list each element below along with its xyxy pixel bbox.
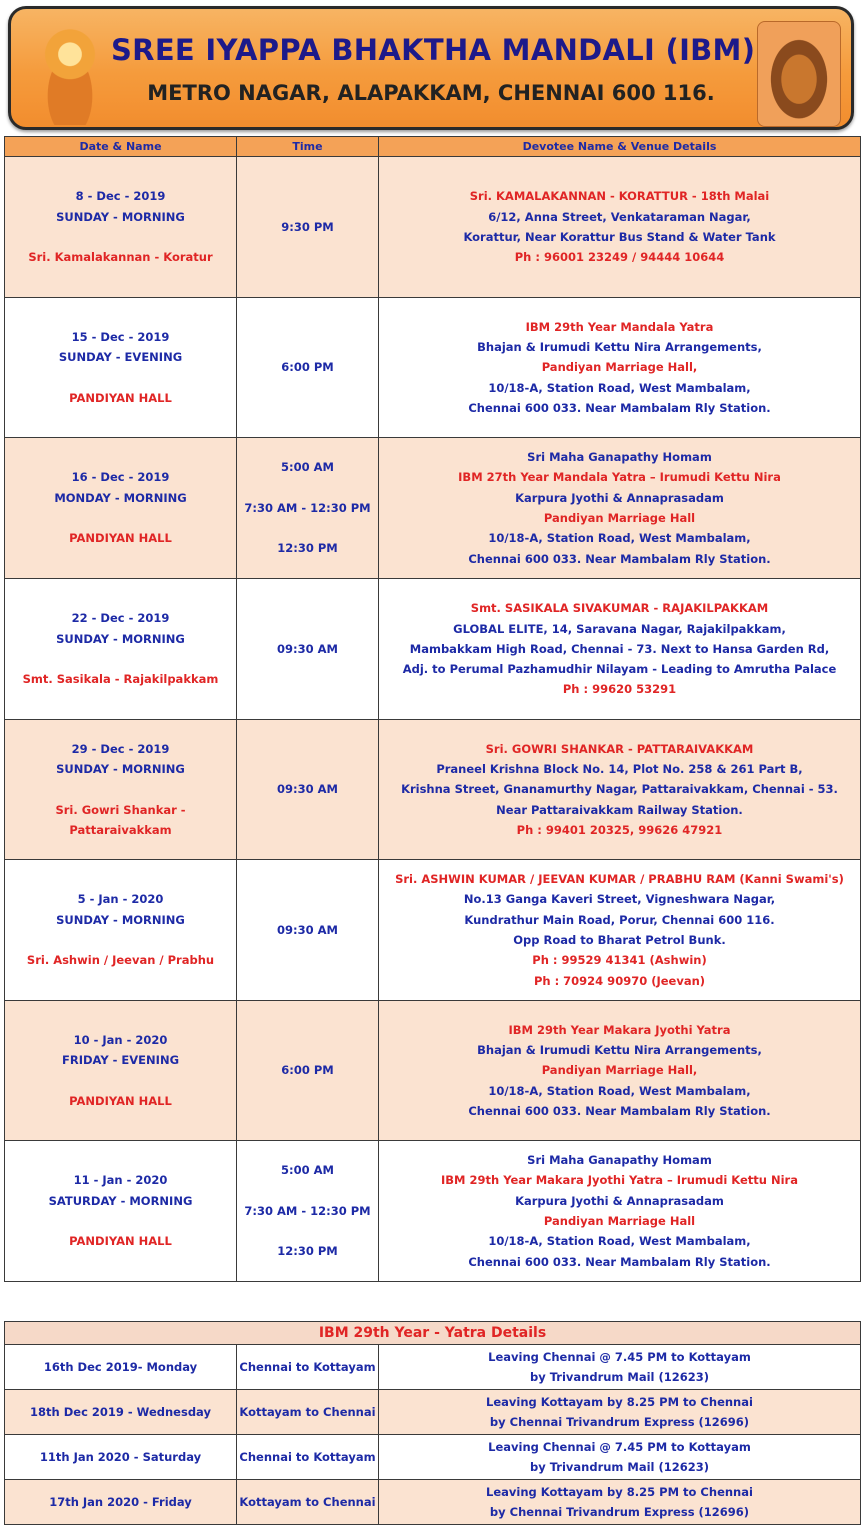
- venue-line: Ph : 99529 41341 (Ashwin): [532, 953, 707, 968]
- event-session: SUNDAY - MORNING: [56, 762, 185, 777]
- venue-line: 10/18-A, Station Road, West Mambalam,: [488, 380, 751, 395]
- venue-line: GLOBAL ELITE, 14, Saravana Nagar, Rajakilpakkam,: [453, 621, 786, 636]
- ganapathy-image: [757, 21, 841, 127]
- venue-line: Opp Road to Bharat Petrol Bunk.: [513, 933, 726, 947]
- time-cell: [237, 720, 379, 860]
- schedule-row: [5, 1141, 861, 1282]
- yatra-route: Kottayam to Chennai: [237, 1480, 379, 1525]
- yatra-details: [379, 1480, 861, 1525]
- date-cell: [5, 157, 237, 298]
- event-date: 22 - Dec - 2019: [71, 611, 170, 626]
- event-time: 09:30 AM: [277, 922, 338, 937]
- date-cell: [5, 720, 237, 860]
- venue-line: Sri Maha Ganapathy Homam: [527, 1153, 712, 1168]
- venue-line: IBM 27th Year Mandala Yatra – Irumudi Kettu Nira: [458, 470, 781, 485]
- event-time: 12:30 PM: [277, 541, 338, 556]
- header-banner: [8, 6, 854, 130]
- page-title: SREE IYAPPA BHAKTHA MANDALI (IBM): [111, 33, 756, 67]
- time-cell: [237, 579, 379, 720]
- venue-cell: [379, 438, 861, 579]
- event-time: 12:30 PM: [277, 1244, 338, 1259]
- event-host: PANDIYAN HALL: [69, 1234, 172, 1249]
- venue-line: Chennai 600 033. Near Mambalam Rly Station.: [468, 1103, 771, 1118]
- venue-cell: [379, 860, 861, 1001]
- event-host: PANDIYAN HALL: [69, 390, 172, 405]
- venue-line: Pandiyan Marriage Hall,: [541, 360, 698, 375]
- schedule-table: [4, 136, 861, 1282]
- event-date: 16 - Dec - 2019: [71, 470, 170, 485]
- venue-line: Karpura Jyothi & Annaprasadam: [515, 490, 724, 505]
- event-host-line2: Pattaraivakkam: [69, 822, 172, 837]
- venue-line: Ph : 96001 23249 / 94444 10644: [514, 250, 725, 265]
- yatra-detail-line: Leaving Kottayam by 8.25 PM to Chennai: [486, 1395, 753, 1409]
- event-date: 11 - Jan - 2020: [73, 1173, 168, 1188]
- event-date: 8 - Dec - 2019: [75, 189, 166, 204]
- event-session: SUNDAY - EVENING: [58, 350, 183, 365]
- yatra-detail-line: Leaving Kottayam by 8.25 PM to Chennai: [486, 1485, 753, 1499]
- venue-line: Praneel Krishna Block No. 14, Plot No. 258 & 261 Part B,: [436, 762, 803, 777]
- schedule-row: [5, 860, 861, 1001]
- time-cell: [237, 1141, 379, 1282]
- event-date: 29 - Dec - 2019: [71, 741, 170, 756]
- event-date: 5 - Jan - 2020: [77, 892, 164, 907]
- venue-line: Sri Maha Ganapathy Homam: [527, 450, 712, 465]
- venue-line: Pandiyan Marriage Hall: [543, 1214, 696, 1228]
- venue-line: Bhajan & Irumudi Kettu Nira Arrangements,: [477, 340, 762, 355]
- yatra-date: 17th Jan 2020 - Friday: [5, 1480, 237, 1525]
- yatra-date: 16th Dec 2019- Monday: [5, 1345, 237, 1390]
- venue-line: 10/18-A, Station Road, West Mambalam,: [488, 1083, 751, 1098]
- event-host: Sri. Gowri Shankar -: [55, 802, 186, 817]
- schedule-row: [5, 1001, 861, 1141]
- venue-line: 6/12, Anna Street, Venkataraman Nagar,: [488, 209, 751, 224]
- schedule-row: [5, 720, 861, 860]
- event-session: SATURDAY - MORNING: [48, 1193, 193, 1208]
- venue-cell: [379, 720, 861, 860]
- column-header-time: Time: [237, 137, 379, 157]
- venue-line: Chennai 600 033. Near Mambalam Rly Station.: [468, 551, 771, 566]
- schedule-row: [5, 579, 861, 720]
- venue-cell: [379, 1001, 861, 1141]
- column-header-details: Devotee Name & Venue Details: [379, 137, 861, 157]
- time-cell: [237, 298, 379, 438]
- yatra-route: Kottayam to Chennai: [237, 1390, 379, 1435]
- ayyappa-image: [29, 21, 111, 125]
- yatra-detail-line: by Chennai Trivandrum Express (12696): [489, 1505, 750, 1519]
- venue-line: Ph : 99620 53291: [562, 682, 677, 697]
- venue-cell: [379, 1141, 861, 1282]
- event-host: PANDIYAN HALL: [69, 531, 172, 546]
- event-time: 5:00 AM: [281, 460, 334, 475]
- date-cell: [5, 1141, 237, 1282]
- venue-line: Korattur, Near Korattur Bus Stand & Water Tank: [463, 230, 776, 244]
- venue-line: Pandiyan Marriage Hall: [543, 511, 696, 525]
- event-time: 6:00 PM: [281, 1063, 334, 1078]
- yatra-date: 11th Jan 2020 - Saturday: [5, 1435, 237, 1480]
- venue-line: Karpura Jyothi & Annaprasadam: [515, 1193, 724, 1208]
- venue-line: Near Pattaraivakkam Railway Station.: [496, 802, 743, 817]
- yatra-detail-line: by Trivandrum Mail (12623): [529, 1460, 710, 1474]
- venue-cell: [379, 298, 861, 438]
- event-session: MONDAY - MORNING: [54, 490, 187, 505]
- venue-cell: [379, 157, 861, 298]
- venue-line: IBM 29th Year Mandala Yatra: [525, 319, 714, 334]
- yatra-detail-line: by Chennai Trivandrum Express (12696): [489, 1415, 750, 1429]
- venue-line: Pandiyan Marriage Hall,: [541, 1063, 698, 1078]
- yatra-details: [379, 1345, 861, 1390]
- event-time: 09:30 AM: [277, 782, 338, 797]
- schedule-row: [5, 298, 861, 438]
- event-host: Sri. Kamalakannan - Koratur: [28, 250, 213, 265]
- venue-line: 10/18-A, Station Road, West Mambalam,: [488, 531, 751, 546]
- venue-line: Bhajan & Irumudi Kettu Nira Arrangements,: [477, 1043, 762, 1058]
- column-header-date: Date & Name: [5, 137, 237, 157]
- venue-cell: [379, 579, 861, 720]
- yatra-details: [379, 1435, 861, 1480]
- yatra-details: [379, 1390, 861, 1435]
- time-cell: [237, 1001, 379, 1141]
- venue-line: Chennai 600 033. Near Mambalam Rly Station.: [468, 400, 771, 415]
- date-cell: [5, 579, 237, 720]
- date-cell: [5, 438, 237, 579]
- date-cell: [5, 1001, 237, 1141]
- event-time: 7:30 AM - 12:30 PM: [244, 1203, 371, 1218]
- event-time: 09:30 AM: [277, 641, 338, 656]
- event-host: Sri. Ashwin / Jeevan / Prabhu: [26, 953, 215, 968]
- event-time: 6:00 PM: [281, 360, 334, 375]
- event-host: Smt. Sasikala - Rajakilpakkam: [22, 672, 219, 687]
- event-session: SUNDAY - MORNING: [56, 209, 185, 224]
- schedule-row: [5, 438, 861, 579]
- schedule-row: [5, 157, 861, 298]
- venue-line: IBM 29th Year Makara Jyothi Yatra – Irumudi Kettu Nira: [441, 1173, 798, 1188]
- venue-line: Adj. to Perumal Pazhamudhir Nilayam - Leading to Amrutha Palace: [402, 662, 837, 677]
- venue-line: Mambakkam High Road, Chennai - 73. Next to Hansa Garden Rd,: [409, 641, 830, 656]
- date-cell: [5, 860, 237, 1001]
- event-session: SUNDAY - MORNING: [56, 631, 185, 646]
- event-time: 5:00 AM: [281, 1163, 334, 1178]
- yatra-detail-line: Leaving Chennai @ 7.45 PM to Kottayam: [488, 1440, 751, 1454]
- venue-line: Krishna Street, Gnanamurthy Nagar, Pattaraivakkam, Chennai - 53.: [401, 782, 838, 797]
- time-cell: [237, 157, 379, 298]
- venue-line: Ph : 70924 90970 (Jeevan): [533, 973, 706, 988]
- venue-line: Ph : 99401 20325, 99626 47921: [516, 822, 723, 837]
- venue-line: Sri. GOWRI SHANKAR - PATTARAIVAKKAM: [485, 741, 754, 756]
- yatra-detail-line: Leaving Chennai @ 7.45 PM to Kottayam: [488, 1350, 751, 1364]
- yatra-row: [5, 1435, 861, 1480]
- event-time: 7:30 AM - 12:30 PM: [244, 500, 371, 515]
- yatra-title: IBM 29th Year - Yatra Details: [5, 1322, 861, 1345]
- event-date: 15 - Dec - 2019: [71, 329, 170, 344]
- date-cell: [5, 298, 237, 438]
- venue-line: Smt. SASIKALA SIVAKUMAR - RAJAKILPAKKAM: [470, 601, 769, 616]
- venue-line: Chennai 600 033. Near Mambalam Rly Station.: [468, 1254, 771, 1269]
- venue-line: Sri. ASHWIN KUMAR / JEEVAN KUMAR / PRABHU RAM (Kanni Swami's): [395, 872, 844, 887]
- yatra-date: 18th Dec 2019 - Wednesday: [5, 1390, 237, 1435]
- page-subtitle: METRO NAGAR, ALAPAKKAM, CHENNAI 600 116.: [147, 81, 715, 105]
- event-session: SUNDAY - MORNING: [56, 912, 185, 927]
- venue-line: 10/18-A, Station Road, West Mambalam,: [488, 1234, 751, 1249]
- yatra-row: [5, 1390, 861, 1435]
- yatra-detail-line: by Trivandrum Mail (12623): [529, 1370, 710, 1384]
- venue-line: Sri. KAMALAKANNAN - KORATTUR - 18th Malai: [469, 189, 770, 204]
- yatra-table: [4, 1321, 861, 1525]
- time-cell: [237, 438, 379, 579]
- yatra-route: Chennai to Kottayam: [237, 1345, 379, 1390]
- yatra-route: Chennai to Kottayam: [237, 1435, 379, 1480]
- event-host: PANDIYAN HALL: [69, 1093, 172, 1108]
- venue-line: No.13 Ganga Kaveri Street, Vigneshwara Nagar,: [463, 892, 776, 907]
- venue-line: Kundrathur Main Road, Porur, Chennai 600 116.: [464, 912, 775, 927]
- event-time: 9:30 PM: [281, 219, 334, 234]
- yatra-row: [5, 1480, 861, 1525]
- event-date: 10 - Jan - 2020: [73, 1032, 168, 1047]
- time-cell: [237, 860, 379, 1001]
- yatra-row: [5, 1345, 861, 1390]
- venue-line: IBM 29th Year Makara Jyothi Yatra: [508, 1022, 731, 1037]
- schedule-header-row: [5, 137, 861, 157]
- event-session: FRIDAY - EVENING: [61, 1053, 180, 1068]
